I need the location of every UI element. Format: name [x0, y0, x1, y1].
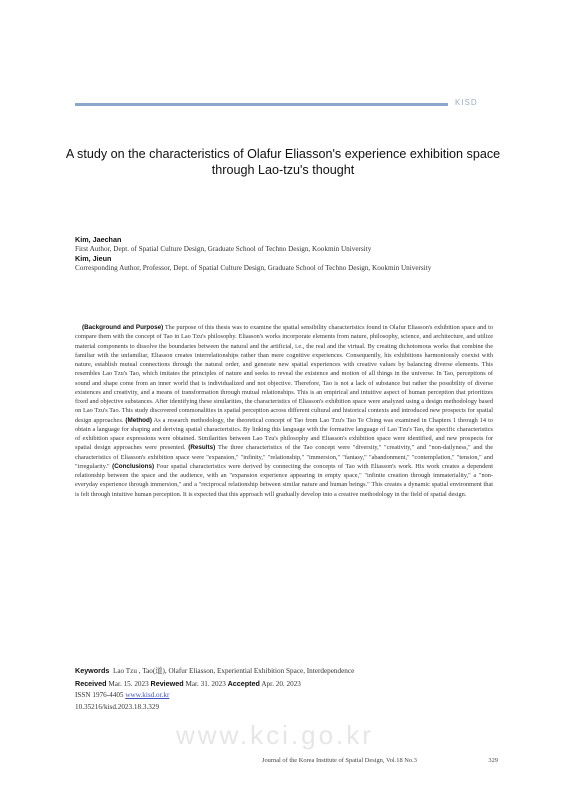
- issn-line: [75, 690, 495, 702]
- author-affiliation: First Author, Dept. of Spatial Culture Design, Graduate School of Techno Design, Kookmin University: [75, 244, 372, 253]
- author-name: Kim, Jieun: [75, 254, 112, 264]
- abstract: [75, 323, 493, 499]
- keywords-label: Keywords: [75, 666, 110, 675]
- abstract-conclusions: Four spatial characteristics were derived by connecting the concepts of Tao with Eliasson's work. His work creates a dependent relationship between the space and the audience, with an "expansion experience appearing in empty space," "infinite creation through immateriality," a "non-everyday experience through immersion," and a "reciprocal relationship between similar nature and human beings." This creates a dynamic spatial environment that is felt through intuitive human perception. It is expected that this approach will gradually develop into a creative methodology in the field of spatial design.: [75, 462, 493, 498]
- accepted-date: Apr. 20. 2023: [261, 679, 301, 688]
- issn: ISSN 1976-4405: [75, 691, 124, 699]
- abstract-background-label: (Background and Purpose): [82, 324, 164, 331]
- paper-title: [40, 146, 526, 178]
- abstract-conclusions-label: (Conclusions): [112, 462, 155, 470]
- keywords: Lao Tzu , Tao(道), Olafur Eliasson, Experiential Exhibition Space, Interdependence: [112, 667, 355, 675]
- reviewed-date: Mar. 31. 2023: [185, 679, 226, 688]
- title-line-2: through Lao-tzu's thought: [211, 163, 355, 177]
- footer-journal: Journal of the Korea Institute of Spatial Design, Vol.18 No.3: [262, 757, 417, 764]
- abstract-results: The three characteristics of the Tao concept were "diversity," "creativity," and "non-dailyness," and the characteristics of Eliasson's exhibition space were "expansion," "infinity," "relationship," "immersion," "fantasy," "abandonment," "contemplation," "tension," and "irregularity.": [75, 444, 493, 470]
- author-block: [75, 235, 495, 273]
- abstract-method: As a research methodology, the theoretical concept of Tao from Lao Tzu's Tao Te Ching was examined in Chapters 1 through 14 to obtain a language for shaping and deriving spatial characteristics. By linking this language with the formative language of Lao Tzu's Tao, the specific characteristics of exhibition space expressions were obtained. Similarities between Lao Tzu's philosophy and Eliasson's exhibition space were identified, and new prospects for spatial design approaches were presented.: [75, 416, 493, 452]
- received-label: Received: [75, 678, 107, 688]
- page-number: 329: [488, 757, 498, 764]
- journal-logo: KISD: [455, 98, 478, 107]
- reviewed-label: Reviewed: [150, 678, 184, 688]
- author-affiliation: Corresponding Author, Professor, Dept. of Spatial Culture Design, Graduate School of Techno Design, Kookmin University: [75, 263, 432, 272]
- dates-line: [75, 678, 495, 691]
- keywords-line: [75, 665, 495, 678]
- abstract-background: The purpose of this thesis was to examine the spatial sensibility characteristics found in Olafur Eliasson's exhibition space and to compare them with the concept of Tao in Lao Tzu's philosophy. Eliasson's works incorporate elements from nature, philosophy, science, and architecture, and utilize material components to dissolve the boundaries between the natural and the artificial, i.e., the real and the virtual. By creating dichotomous works that combine the familiar with the unfamiliar, Eliasson creates interrelationships rather than mere cognitive experiences. Consequently, his exhibitions harmoniously coexist with nature, establish mutual connections through the natural order, and generate new spatial experiences with creative values by balancing diverse elements. This resembles Lao Tzu's Tao, which imitates the principles of nature and seeks to reveal the existence and motion of all things in the universe. In Tao, perceptions of sound and shape come from an inner world that is individualized and not objective. Therefore, Tao is not a lack of substance but rather the possibility of diverse existences and creativity, and a means of transformation through mutual relationships. This is an empirical and intuitive aspect of human perception that prioritizes fixed and objective substances. After identifying these similarities, the characteristics of Eliasson's exhibition space were analyzed using a design methodology based on Lao Tzu's Tao. This study discovered commonalities in spatial perception across different cultural and historical contexts and introduced new prospects for spatial design approaches.: [75, 324, 493, 424]
- abstract-results-label: (Results): [188, 444, 216, 452]
- title-line-1: A study on the characteristics of Olafur Eliasson's experience exhibition space: [65, 147, 501, 161]
- doi: 10.35216/kisd.2023.18.3.329: [75, 702, 160, 711]
- article-meta: [75, 665, 495, 713]
- header-rule: [75, 103, 448, 106]
- received-date: Mar. 15. 2023: [108, 679, 149, 688]
- author-name: Kim, Jaechan: [75, 235, 122, 244]
- accepted-label: Accepted: [227, 678, 260, 688]
- watermark: www.kci.go.kr: [176, 720, 374, 750]
- page-footer: [262, 757, 498, 764]
- abstract-method-label: (Method): [125, 416, 152, 424]
- journal-link[interactable]: www.kisd.or.kr: [125, 691, 170, 699]
